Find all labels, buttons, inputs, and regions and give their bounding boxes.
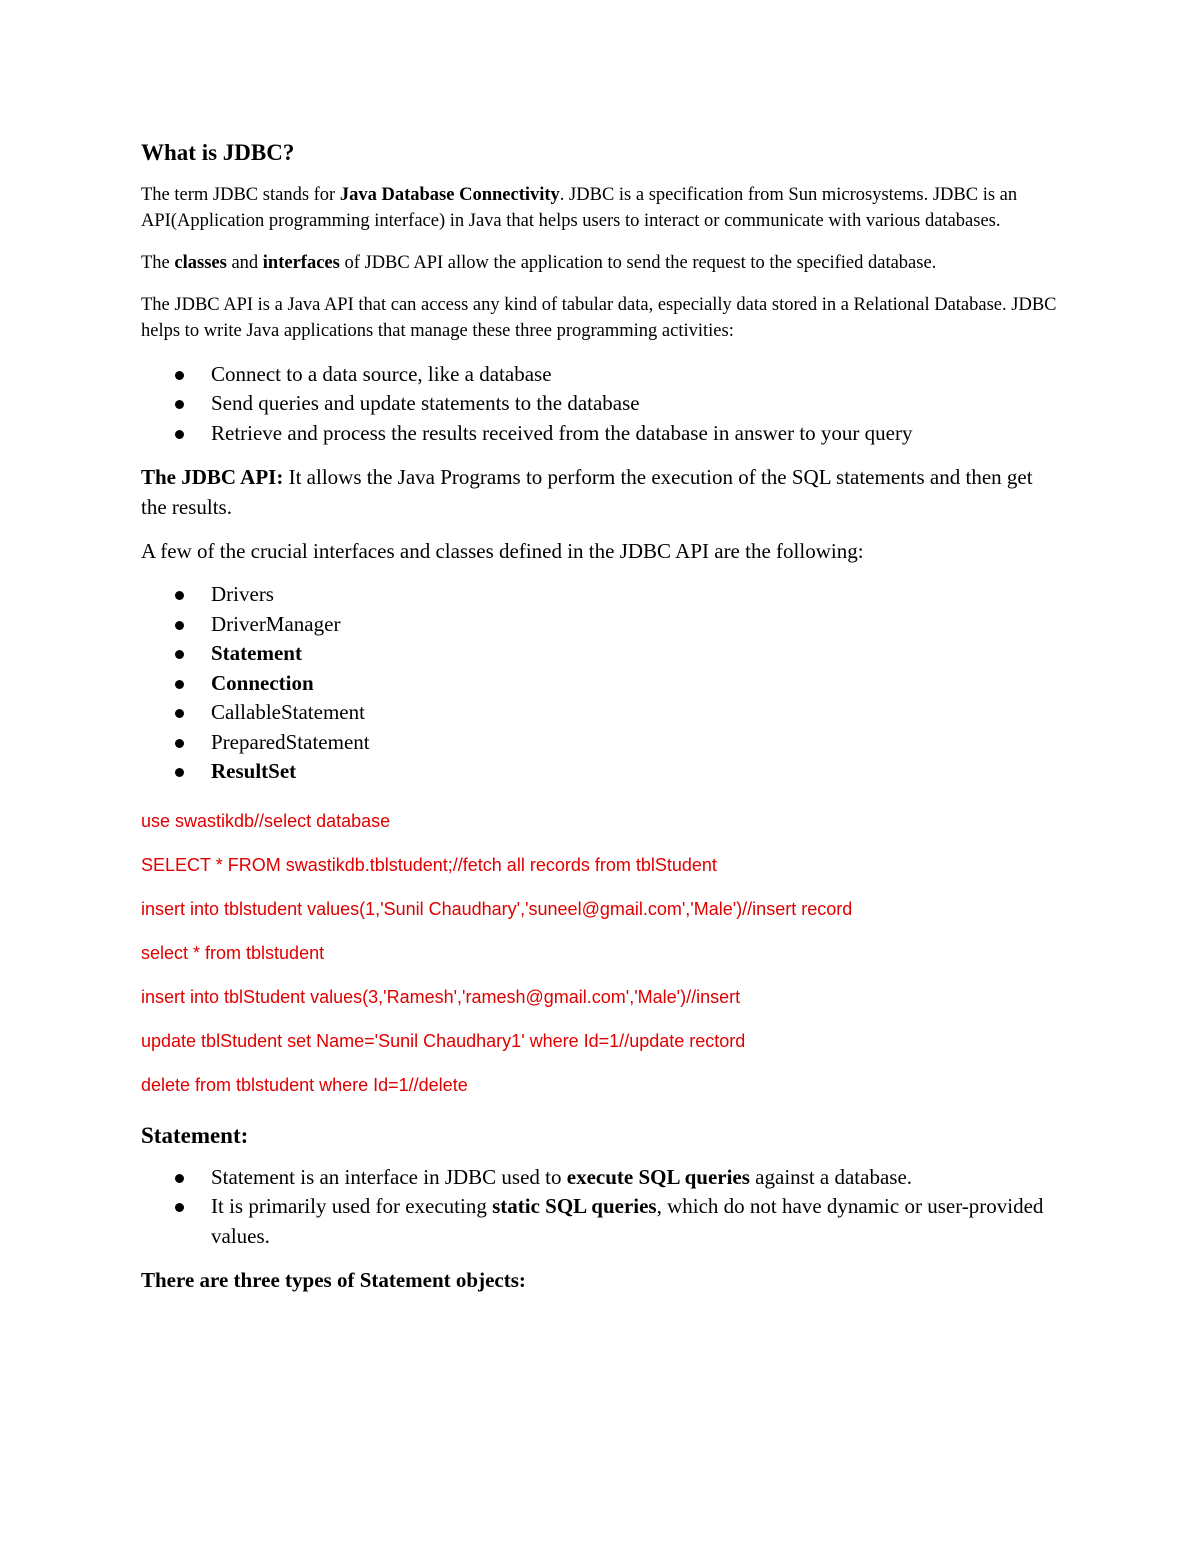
bullet-icon: [175, 650, 184, 659]
bullet-icon: [175, 400, 184, 409]
intro-bold-term: Java Database Connectivity: [339, 184, 560, 205]
list-item-text: Connect to a data source, like a database: [211, 361, 552, 386]
list-item: [141, 610, 1061, 640]
statement-list: [141, 1163, 1061, 1252]
intro-text: The term JDBC stands for: [141, 184, 340, 205]
list-item-text: against a database.: [749, 1164, 913, 1189]
list-item: [141, 580, 1061, 610]
jdbc-api-paragraph: [141, 462, 1061, 522]
intro-text: of JDBC API allow the application to send the request to the specified database.: [339, 252, 937, 273]
list-item: [141, 360, 1061, 390]
jdbc-api-text: It allows the Java Programs to perform the execution of the SQL statements and then get the results.: [141, 465, 1033, 520]
statement-types-heading: There are three types of Statement objects:: [141, 1268, 526, 1293]
bullet-icon: [175, 430, 184, 439]
list-item-text: Statement: [211, 641, 302, 666]
intro-text: . JDBC is a specification from Sun microsystems. JDBC is an API(Application programming interface) in Java that helps users to interact or communicate with various databases.: [141, 184, 1018, 231]
document-page: [141, 138, 1061, 1295]
statement-heading: Statement:: [141, 1122, 249, 1148]
code-line: delete from tblstudent where Id=1//delete: [141, 1074, 468, 1095]
code-line: SELECT * FROM swastikdb.tblstudent;//fetch all records from tblStudent: [141, 854, 717, 875]
list-item: [141, 669, 1061, 699]
bullet-icon: [175, 371, 184, 380]
list-item: [141, 639, 1061, 669]
page-title: What is JDBC?: [141, 140, 295, 165]
bullet-icon: [175, 680, 184, 689]
bullet-icon: [175, 591, 184, 600]
code-line: use swastikdb//select database: [141, 810, 391, 831]
list-item: [141, 419, 1061, 449]
list-item-text: Drivers: [211, 582, 274, 607]
list-item-text: ResultSet: [211, 759, 297, 784]
code-line: update tblStudent set Name='Sunil Chaudhary1' where Id=1//update rectord: [141, 1030, 746, 1051]
list-item-text: Send queries and update statements to the database: [211, 391, 640, 416]
intro-bold-term: interfaces: [262, 252, 340, 273]
list-item: [141, 1192, 1061, 1251]
intro-text: and: [226, 252, 263, 273]
list-item-text: Retrieve and process the results received from the database in answer to your query: [211, 420, 913, 445]
intro-text: The: [141, 252, 175, 273]
bullet-icon: [175, 1174, 184, 1183]
list-item-bold: static SQL queries: [492, 1194, 657, 1219]
list-item-text: , which do not have dynamic or user-provided values.: [211, 1194, 1044, 1248]
intro-bold-term: classes: [174, 252, 227, 273]
sql-code-block: [141, 809, 1061, 1097]
list-item-text: Connection: [211, 670, 314, 695]
list-item-text: DriverManager: [211, 611, 341, 636]
code-line: insert into tblStudent values(3,'Ramesh','ramesh@gmail.com','Male')//insert: [141, 986, 741, 1007]
list-item-bold: execute SQL queries: [566, 1164, 750, 1189]
few-classes-paragraph: A few of the crucial interfaces and classes defined in the JDBC API are the following:: [141, 539, 864, 564]
code-line: insert into tblstudent values(1,'Sunil Chaudhary','suneel@gmail.com','Male')//insert record: [141, 898, 853, 919]
bullet-icon: [175, 768, 184, 777]
jdbc-api-label: The JDBC API:: [141, 465, 284, 490]
bullet-icon: [175, 709, 184, 718]
intro-paragraph-2: [141, 250, 1061, 276]
activities-list: [141, 360, 1061, 449]
list-item: [141, 698, 1061, 728]
classes-list: [141, 580, 1061, 787]
list-item-text: PreparedStatement: [211, 729, 370, 754]
bullet-icon: [175, 739, 184, 748]
bullet-icon: [175, 621, 184, 630]
list-item: [141, 728, 1061, 758]
list-item-text: Statement is an interface in JDBC used to: [211, 1164, 567, 1189]
intro-paragraph-3: The JDBC API is a Java API that can access any kind of tabular data, especially data stored in a Relational Database. JDBC helps to write Java applications that manage these three programming activities:: [141, 294, 1057, 341]
bullet-icon: [175, 1203, 184, 1212]
list-item-text: CallableStatement: [211, 700, 365, 725]
intro-paragraph-1: [141, 182, 1061, 234]
list-item: [141, 389, 1061, 419]
code-line: select * from tblstudent: [141, 942, 325, 963]
list-item-text: It is primarily used for executing: [211, 1194, 493, 1219]
list-item: [141, 757, 1061, 787]
list-item: [141, 1163, 1061, 1193]
